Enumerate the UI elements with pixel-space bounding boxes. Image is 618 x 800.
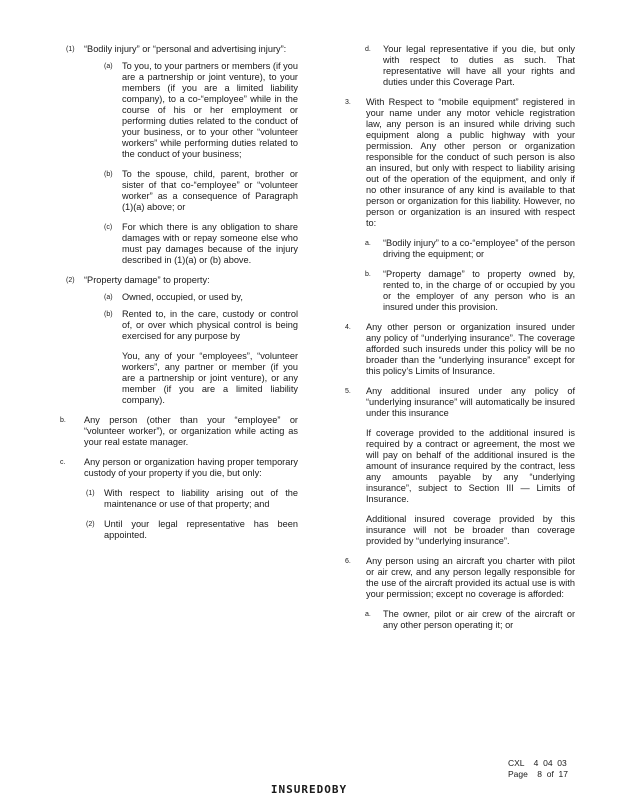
clause-6 xyxy=(345,556,575,600)
clause-text: To the spouse, child, parent, brother or sister of that co-“employee” or “volunteer worker” as a consequence of Paragraph (1)(a) above; or xyxy=(122,169,298,212)
clause-text: Until your legal representative has been appointed. xyxy=(104,519,298,540)
clause-text: To you, to your partners or members (if you are a partnership or joint venture), to your members (if you are a limited liability company), to a co-“employee” while in the course of his or her employment or performing duties related to the conduct of your business, or to your other “volunteer workers” while performing duties related to the conduct of your business; xyxy=(122,61,298,159)
clause-marker: (a) xyxy=(104,63,113,70)
watermark-brand: INSUREDOBY xyxy=(270,783,348,796)
clause-text: With respect to liability arising out of the maintenance or use of that property; and xyxy=(104,488,298,509)
clause-continuation: If coverage provided to the additional insured is required by a contract or agreement, the most we will pay on behalf of the additional insured is the amount of insurance required by the contract, less any amounts payable by any “underlying insurance”, subject to Section III — Limits of Insurance. xyxy=(366,428,575,504)
clause-1 xyxy=(58,44,298,55)
clause-text: Any person (other than your “employee” or “volunteer worker”), or organization while acting as your real estate manager. xyxy=(84,415,298,447)
clause-marker: (1) xyxy=(86,490,95,497)
clause-text: Any other person or organization insured under any policy of “underlying insurance”. The coverage afforded such insureds under this policy will be no broader than the “underlying insurance” except for this policy’s Limits of Insurance. xyxy=(366,322,575,376)
clause-marker: 6. xyxy=(345,558,351,565)
clause-5 xyxy=(345,386,575,547)
clause-text: “Bodily injury” or “personal and advertising injury”: xyxy=(84,44,287,54)
clause-2a xyxy=(58,292,298,303)
clause-text: For which there is any obligation to share damages with or repay someone else who must pay damages because of the injury described in (1)(a) or (b) above. xyxy=(122,222,298,265)
clause-2b xyxy=(58,309,298,406)
clause-marker: d. xyxy=(365,46,371,53)
clause-marker: c. xyxy=(60,459,66,466)
clause-text: “Bodily injury” to a co-“employee” of the person driving the equipment; or xyxy=(383,238,575,259)
left-column xyxy=(58,44,298,550)
clause-text: Any additional insured under any policy of “underlying insurance” will automatically be insured under this insurance xyxy=(366,386,575,418)
clause-marker: a. xyxy=(365,611,371,618)
clause-marker: b. xyxy=(365,271,371,278)
clause-marker: 4. xyxy=(345,324,351,331)
page-number: Page 8 of 17 xyxy=(508,768,569,779)
clause-marker: (a) xyxy=(104,294,113,301)
clause-text: “Property damage” to property owned by, rented to, in the charge of or occupied by you or the employer of any person who is an insured under this provision. xyxy=(383,269,575,312)
clause-marker: (b) xyxy=(104,311,113,318)
clause-1c xyxy=(58,222,298,266)
clause-text: Any person using an aircraft you charter with pilot or air crew, and any person legally responsible for the use of the aircraft provided its actual use is with your permission; except no coverage is afforded: xyxy=(366,556,575,599)
clause-continuation: Additional insured coverage provided by this insurance will not be broader than coverage provided by “underlying insurance”. xyxy=(366,514,575,546)
clause-text: Rented to, in the care, custody or control of, or over which physical control is being exercised for any purpose by xyxy=(122,309,298,341)
clause-2 xyxy=(58,275,298,286)
clause-3b xyxy=(345,269,575,313)
clause-marker: (b) xyxy=(104,171,113,178)
clause-marker: (2) xyxy=(86,521,95,528)
clause-text: Your legal representative if you die, but only with respect to duties as such. That representative will have all your rights and duties under this Coverage Part. xyxy=(383,44,575,87)
clause-text: “Property damage” to property: xyxy=(84,275,210,285)
clause-3 xyxy=(345,97,575,229)
clause-text: Owned, occupied, or used by, xyxy=(122,292,243,302)
right-column xyxy=(345,44,575,640)
clause-text: The owner, pilot or air crew of the aircraft or any other person operating it; or xyxy=(383,609,575,630)
clause-continuation: You, any of your “employees”, “volunteer workers”, any partner or member (if you are a partnership or joint venture), or any member (if you are a limited liability company). xyxy=(122,351,298,405)
clause-marker: 5. xyxy=(345,388,351,395)
clause-c xyxy=(58,457,298,479)
clause-c2 xyxy=(58,519,298,541)
clause-marker: (c) xyxy=(104,224,113,231)
clause-b xyxy=(58,415,298,448)
clause-1b xyxy=(58,169,298,213)
clause-3a xyxy=(345,238,575,260)
clause-marker: 3. xyxy=(345,99,351,106)
clause-marker: (1) xyxy=(66,46,75,53)
clause-marker: (2) xyxy=(66,277,75,284)
clause-text: With Respect to “mobile equipment” registered in your name under any motor vehicle registration law, any person is an insured while driving such equipment along a public highway with your permission. Any other person or organization responsible for the conduct of such person is also an insured, but only with respect to liability arising out of the operation of the equipment, and only if no other insurance of any kind is available to that person or organization for this liability. However, no person or organization is an insured with respect to: xyxy=(366,97,575,228)
form-number: CXL 4 04 03 xyxy=(508,758,567,768)
clause-1a xyxy=(58,61,298,160)
clause-c1 xyxy=(58,488,298,510)
clause-d xyxy=(345,44,575,88)
clause-marker: a. xyxy=(365,240,371,247)
clause-text: Any person or organization having proper temporary custody of your property if you die, but only: xyxy=(84,457,298,478)
clause-marker: b. xyxy=(60,417,66,424)
clause-6a xyxy=(345,609,575,631)
clause-4 xyxy=(345,322,575,377)
page-footer xyxy=(508,758,568,779)
